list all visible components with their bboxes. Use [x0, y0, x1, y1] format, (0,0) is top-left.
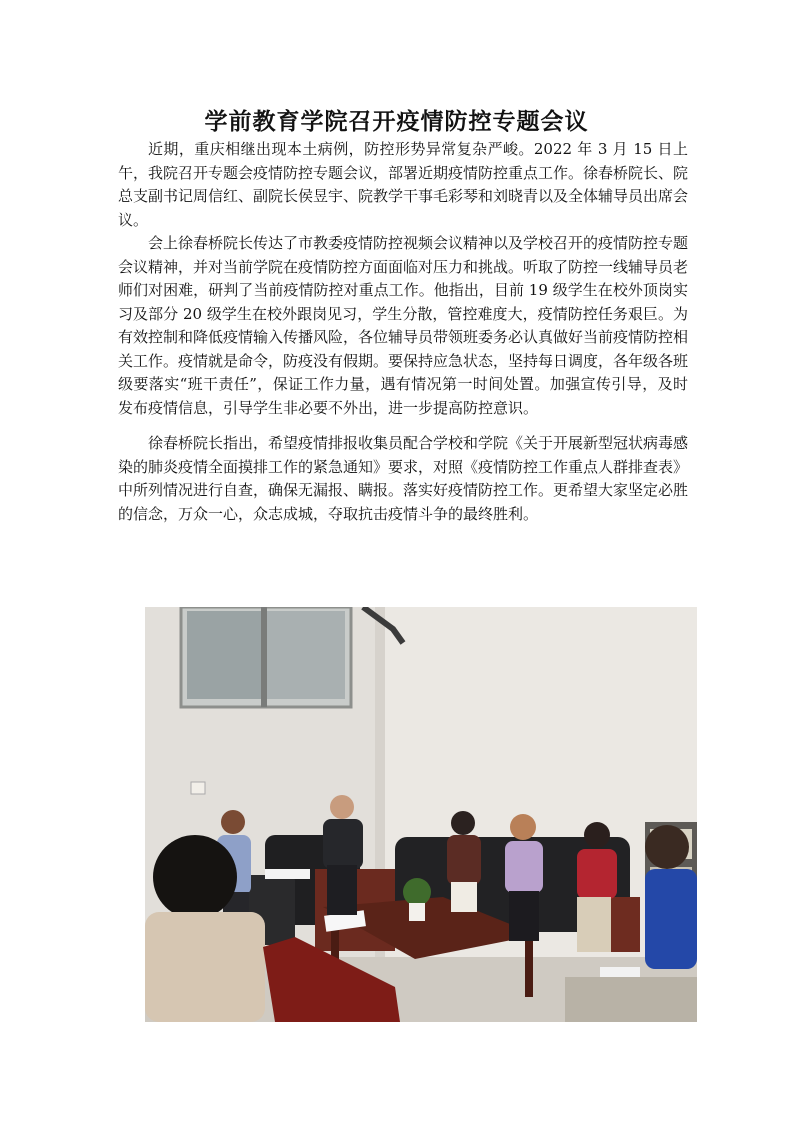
meeting-photo: [145, 607, 697, 1022]
paragraph-1: 近期，重庆相继出现本土病例，防控形势异常复杂严峻。2022 年 3 月 15 日上午，我院召开专题会疫情防控专题会议，部署近期疫情防控重点工作。徐春桥院长、院总支副书记周信红、副院长侯昱宇、院教学干事毛彩琴和刘晓青以及全体辅导员出席会议。: [118, 140, 689, 229]
paragraph-2: 会上徐春桥院长传达了市教委疫情防控视频会议精神以及学校召开的疫情防控专题会议精神，并对当前学院在疫情防控方面面临对压力和挑战。听取了防控一线辅导员老师们对困难，研判了当前疫情防控对重点工作。他指出，目前 19 级学生在校外顶岗实习及部分 20 级学生在校外跟岗见习，学生分散，管控难度大，疫情防控任务艰巨。为有效控制和降低疫情输入传播风险，各位辅导员带领班委务必认真做好当前疫情防控相关工作。疫情就是命令，防疫没有假期。要保持应急状态，坚持每日调度，各年级各班级要落实“班干责任”，保证工作力量，遇有情况第一时间处置。加强宣传引导，及时发布疫情信息，引导学生非必要不外出，进一步提高防控意识。: [118, 234, 689, 417]
article-title: 学前教育学院召开疫情防控专题会议: [204, 109, 589, 135]
paragraph-3: 徐春桥院长指出，希望疫情排报收集员配合学校和学院《关于开展新型冠状病毒感染的肺炎疫情全面摸排工作的紧急通知》要求，对照《疫情防控工作重点人群排查表》中所列情况进行自查，确保无漏报、瞒报。落实好疫情防控工作。更希望大家坚定必胜的信念，万众一心，众志成城，夺取抗击疫情斗争的最终胜利。: [118, 434, 689, 523]
article-body: [118, 138, 688, 526]
